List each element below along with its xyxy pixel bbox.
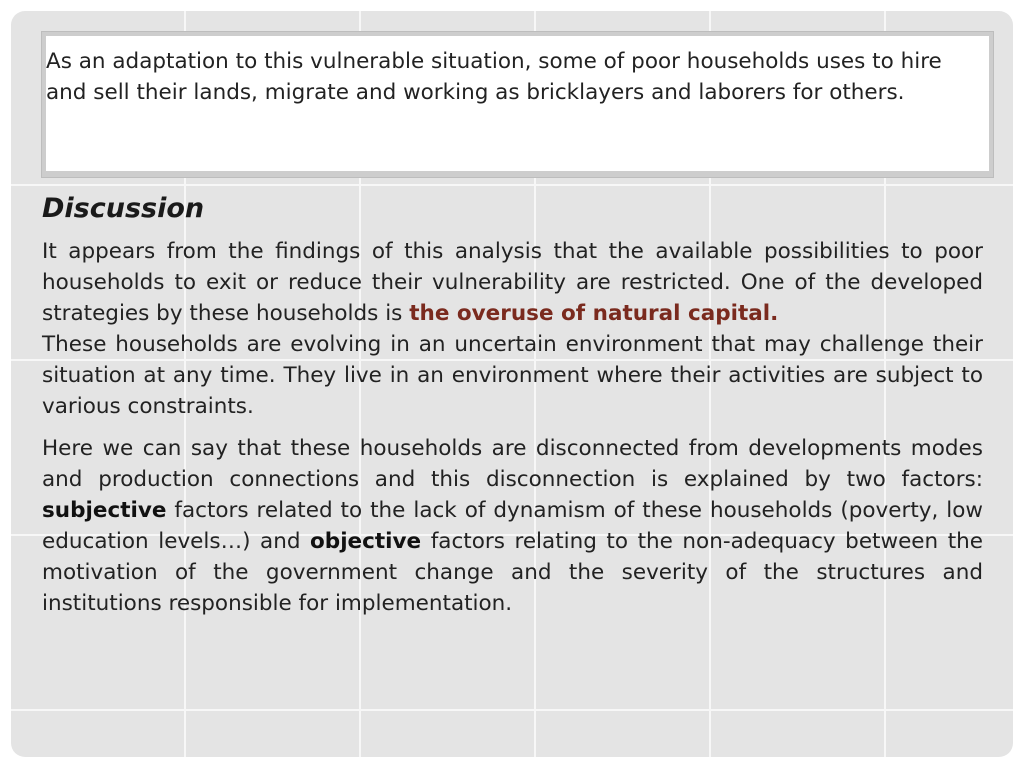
top-text-box-inner (46, 36, 989, 171)
slide (11, 11, 1013, 757)
discussion-heading: Discussion (42, 193, 205, 224)
adaptation-text: As an adaptation to this vulnerable situation, some of poor households uses to hire and sell their lands, migrate and working as bricklayers and laborers for others. (46, 49, 942, 105)
top-text-box (41, 31, 994, 178)
disconnection-text-3: factors relating to the non-adequacy between the motivation of the government change and the severity of the structures and institutions responsible for implementation. (42, 529, 983, 616)
subjective-term: subjective (42, 498, 167, 523)
disconnection-text-1: Here we can say that these households are disconnected from developments modes and production connections and this disconnection is explained by two factors: (42, 436, 983, 492)
environment-paragraph: These households are evolving in an uncertain environment that may challenge their situation at any time. They live in an environment where their activities are subject to various constraints. (42, 332, 983, 419)
natural-capital-highlight: the overuse of natural capital. (409, 301, 779, 326)
findings-paragraph (42, 236, 983, 329)
disconnection-paragraph (42, 433, 983, 619)
discussion-body (42, 236, 983, 619)
disconnection-text-2: factors related to the lack of dynamism of these households (poverty, low education levels…) and (42, 498, 983, 554)
findings-text: It appears from the findings of this analysis that the available possibilities to poor households to exit or reduce their vulnerability are restricted. One of the developed strategies by these households is (42, 239, 983, 326)
objective-term: objective (310, 529, 422, 554)
